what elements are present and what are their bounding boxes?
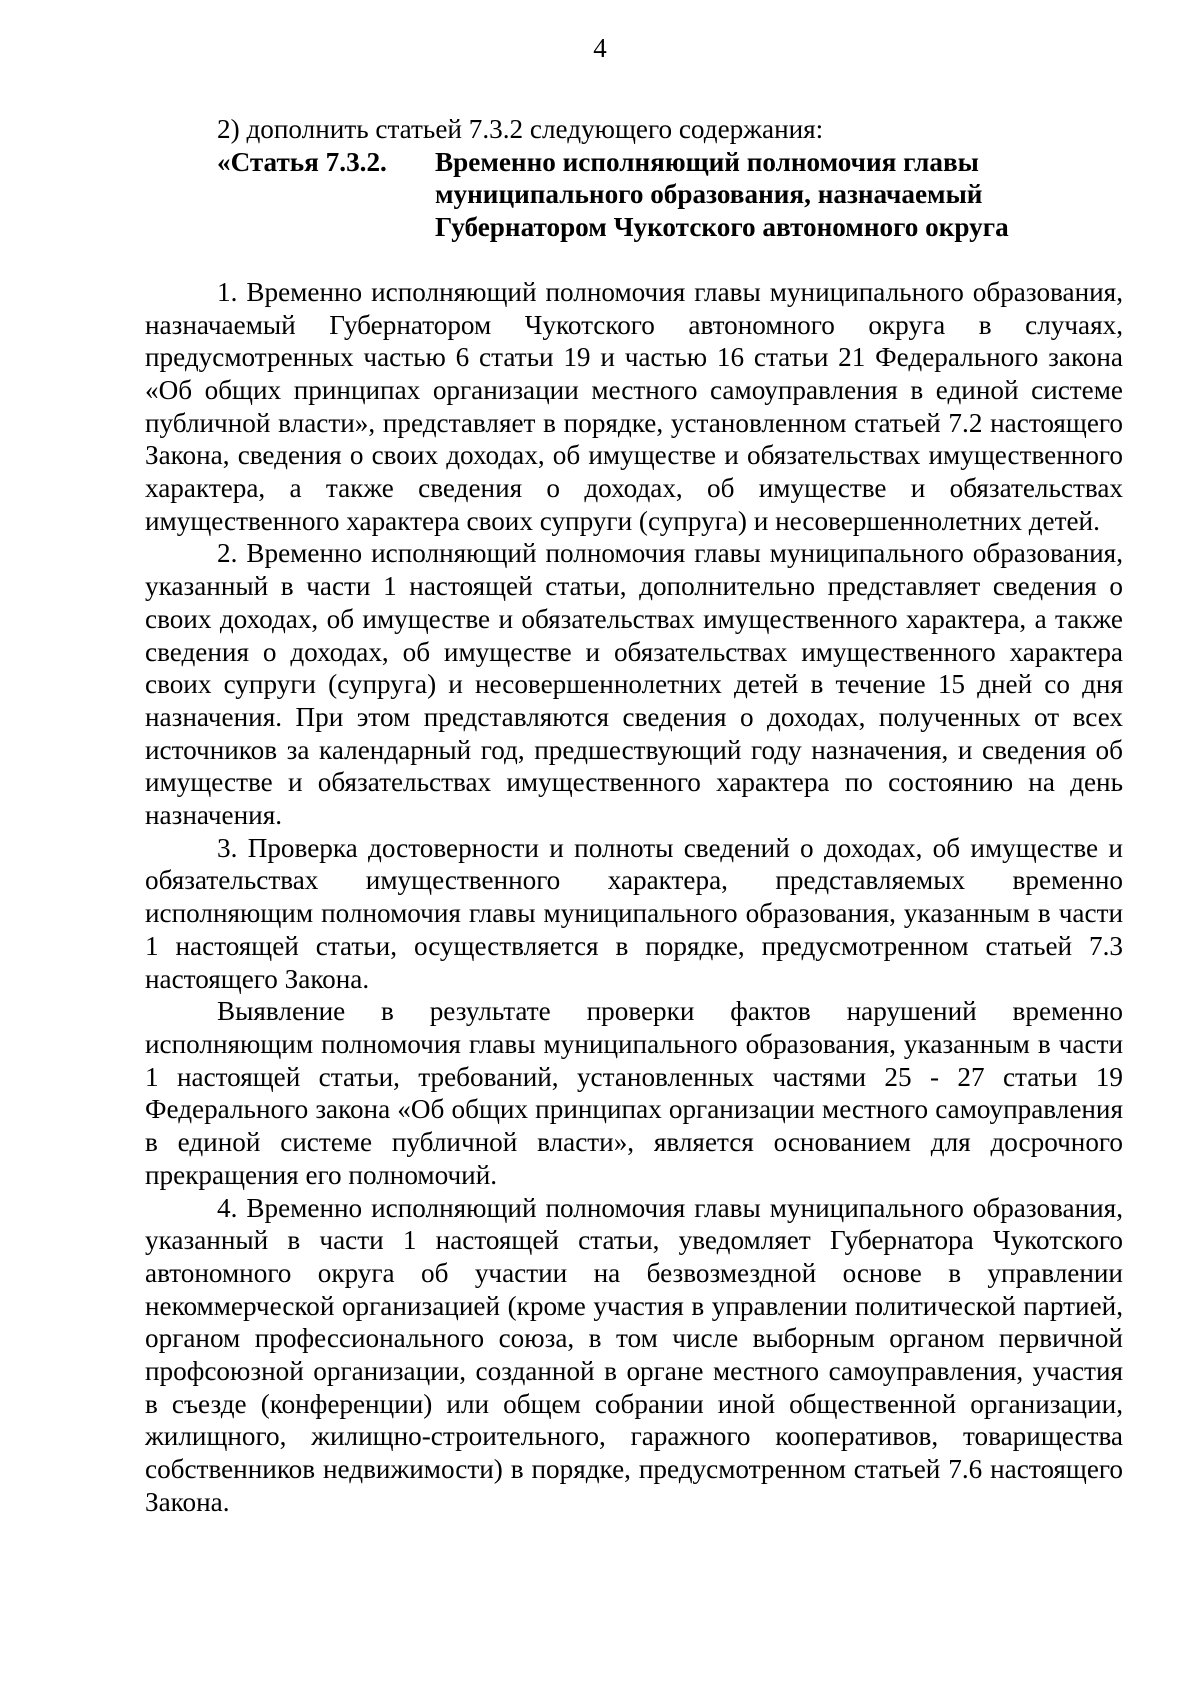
paragraph-3: 3. Проверка достоверности и полноты сведений о доходах, об имуществе и обязательствах имущественного характера, представляемых временно исполняющим полномочия главы муниципального образования, указанным в части 1 настоящей статьи, осуществляется в порядке, предусмотренном статьей 7.3 настоящего Закона. — [145, 832, 1123, 994]
article-title — [435, 146, 1123, 244]
article-title-line: Губернатором Чукотского автономного округа — [435, 212, 1009, 243]
amendment-intro: 2) дополнить статьей 7.3.2 следующего содержания: — [217, 114, 824, 144]
paragraph-2: 2. Временно исполняющий полномочия главы муниципального образования, указанный в части 1 настоящей статьи, дополнительно представляет сведения о своих доходах, об имуществе и обязательствах имущественного характера, а также сведения о доходах, об имуществе и обязательствах имущественного характера своих супруги (супруга) и несовершеннолетних детей в течение 15 дней со дня назначения. При этом представляются сведения о доходах, полученных от всех источников за календарный год, предшествующий году назначения, и сведения об имуществе и обязательствах имущественного характера по состоянию на день назначения. — [145, 538, 1123, 831]
page-number: 4 — [593, 33, 607, 63]
paragraph-3-continuation: Выявление в результате проверки фактов нарушений временно исполняющим полномочия главы муниципального образования, указанным в части 1 настоящей статьи, требований, установленных частями 25 - 27 статьи 19 Федерального закона «Об общих принципах организации местного самоуправления в единой системе публичной власти», является основанием для досрочного прекращения его полномочий. — [145, 996, 1123, 1190]
article-label: «Статья 7.3.2. — [217, 146, 387, 177]
spacer — [145, 244, 1123, 276]
paragraph-1: 1. Временно исполняющий полномочия главы муниципального образования, назначаемый Губернатором Чукотского автономного округа в случаях, предусмотренных частью 6 статьи 19 и частью 16 статьи 21 Федерального закона «Об общих принципах организации местного самоуправления в единой системе публичной власти», представляет в порядке, установленном статьей 7.2 настоящего Закона, сведения о своих доходах, об имуществе и обязательствах имущественного характера, а также сведения о доходах, об имуществе и обязательствах имущественного характера своих супруги (супруга) и несовершеннолетних детей. — [145, 276, 1123, 536]
article-heading — [145, 146, 1123, 244]
article-title-line: муниципального образования, назначаемый — [435, 179, 983, 210]
document-body — [145, 113, 1123, 1519]
article-title-line: Временно исполняющий полномочия главы — [435, 146, 979, 177]
paragraph-4: 4. Временно исполняющий полномочия главы муниципального образования, указанный в части 1 настоящей статьи, уведомляет Губернатора Чукотского автономного округа об участии на безвозмездной основе в управлении некоммерческой организацией (кроме участия в управлении политической партией, органом профессионального союза, в том числе выборным органом первичной профсоюзной организации, созданной в органе местного самоуправления, участия в съезде (конференции) или общем собрании иной общественной организации, жилищного, жилищно-строительного, гаражного кооперативов, товарищества собственников недвижимости) в порядке, предусмотренном статьей 7.6 настоящего Закона. — [145, 1192, 1123, 1517]
